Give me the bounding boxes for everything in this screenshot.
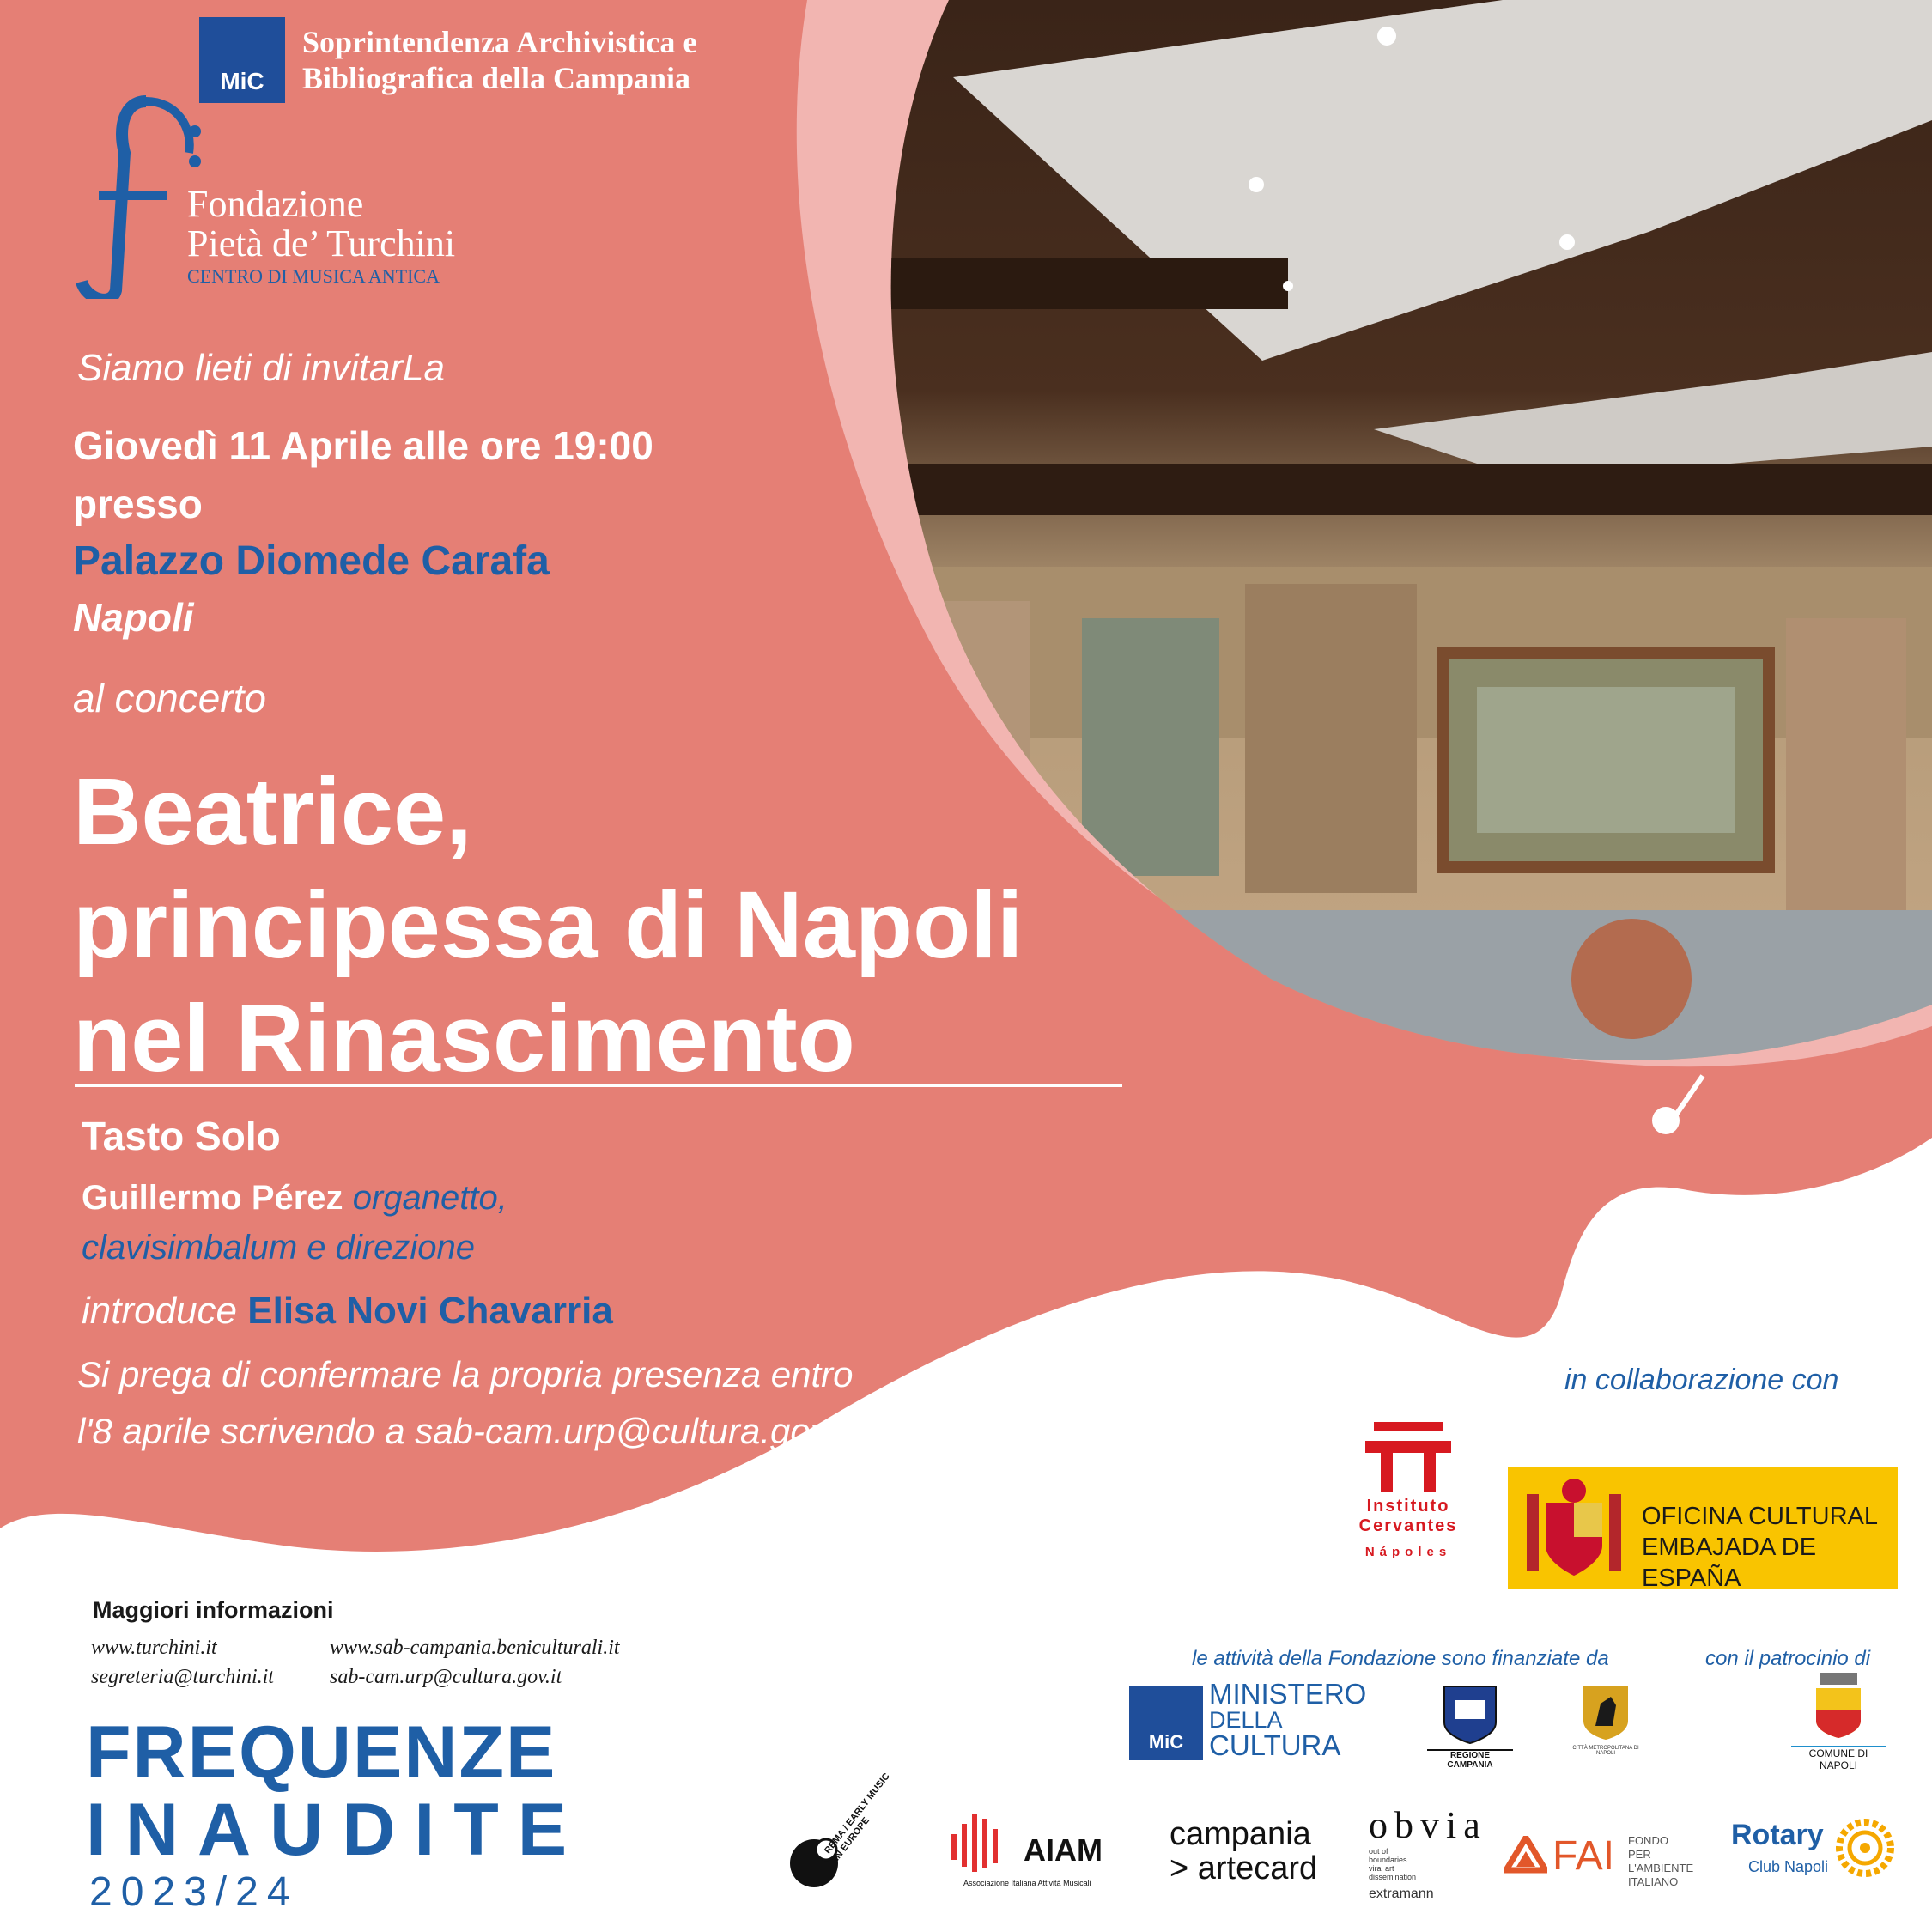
ministero-text <box>1209 1678 1367 1761</box>
fai-icon <box>1504 1836 1547 1879</box>
ministero-line2: DELLA <box>1209 1707 1283 1733</box>
soprintendenza-line2: Bibliografica della Campania <box>302 61 691 95</box>
oficina-cultural-logo <box>1508 1467 1898 1592</box>
oficina-line1: OFICINA CULTURAL <box>1642 1503 1879 1530</box>
fai-logo <box>1504 1829 1710 1889</box>
invite-presso: presso <box>73 482 203 526</box>
info-email2[interactable]: sab-cam.urp@cultura.gov.it <box>330 1666 562 1688</box>
campania-line1: campania <box>1170 1816 1311 1852</box>
obvia-sublabel: out of boundaries viral art dissemination <box>1369 1847 1417 1881</box>
rotary-logo <box>1731 1819 1894 1887</box>
financed-label: le attività della Fondazione sono finanziate da <box>1192 1647 1609 1670</box>
title-line2: principessa di Napoli <box>73 872 1024 978</box>
info-email1[interactable]: segreteria@turchini.it <box>91 1666 274 1688</box>
title-line3: nel Rinascimento <box>73 986 855 1091</box>
concert-title <box>73 756 1023 1096</box>
fai-sub2: PER L'AMBIENTE <box>1628 1848 1694 1874</box>
comune-label: COMUNE DI NAPOLI <box>1791 1746 1886 1771</box>
cervantes-line1: Instituto <box>1366 1497 1450 1516</box>
venue-city: Napoli <box>73 595 194 640</box>
regione-shield-icon <box>1443 1685 1498 1745</box>
fai-label: FAI <box>1552 1833 1615 1879</box>
citta-label: CITTÀ METROPOLITANA DI NAPOLI <box>1572 1746 1639 1756</box>
ministero-line3: CULTURA <box>1209 1729 1341 1761</box>
fondazione-name <box>187 185 455 289</box>
citta-metropolitana-logo <box>1571 1685 1640 1756</box>
fai-sub1: FONDO <box>1628 1834 1668 1847</box>
regione-label: REGIONE CAMPANIA <box>1427 1749 1513 1770</box>
fondazione-line2: Pietà de’ Turchini <box>187 222 456 264</box>
performer-name: Guillermo Pérez <box>82 1179 343 1217</box>
cervantes-logo <box>1348 1422 1468 1559</box>
introducer-name: Elisa Novi Chavarria <box>247 1290 613 1332</box>
rotary-sublabel: Club Napoli <box>1748 1858 1829 1875</box>
obvia-logo <box>1369 1803 1487 1915</box>
introduce-label: introduce <box>82 1290 238 1332</box>
oficina-line2: EMBAJADA DE ESPAÑA <box>1642 1534 1817 1592</box>
aiam-logo <box>950 1808 1113 1894</box>
cervantes-icon <box>1365 1422 1451 1492</box>
ministero-line1: MINISTERO <box>1209 1678 1367 1710</box>
citta-shield-icon <box>1582 1685 1630 1741</box>
obvia-label: obvia <box>1369 1804 1487 1846</box>
aiam-bars-icon <box>950 1808 1036 1872</box>
festival-line2: INAUDITE <box>86 1789 586 1871</box>
rema-label: REMA / EARLY MUSIC IN EUROPE <box>823 1771 892 1863</box>
ministero-badge <box>1129 1686 1203 1760</box>
venue-name: Palazzo Diomede Carafa <box>73 538 550 584</box>
patronage-label: con il patrocinio di <box>1705 1647 1871 1670</box>
comune-shield-icon <box>1813 1673 1864 1740</box>
mic-badge-text: MiC <box>220 68 264 94</box>
collab-label: in collaborazione con <box>1564 1364 1839 1396</box>
rotary-wheel-icon <box>1836 1819 1894 1877</box>
extramann-label: extramann <box>1369 1886 1434 1901</box>
al-concerto: al concerto <box>73 676 267 720</box>
info-web1[interactable]: www.turchini.it <box>91 1637 217 1659</box>
introduce-line <box>82 1290 613 1333</box>
ensemble-name: Tasto Solo <box>82 1114 281 1158</box>
fai-sub3: ITALIANO <box>1628 1875 1679 1888</box>
oficina-text <box>1642 1501 1898 1594</box>
info-web2[interactable]: www.sab-campania.beniculturali.it <box>330 1637 620 1659</box>
mic-logo <box>199 17 285 103</box>
fai-sublabel <box>1628 1834 1710 1889</box>
rotary-label: Rotary <box>1731 1819 1824 1851</box>
spain-coat-of-arms-icon <box>1527 1477 1621 1578</box>
rsvp-line1: Si prega di confermare la propria presenza entro <box>77 1354 854 1394</box>
performer-line <box>82 1173 507 1273</box>
campania-artecard-logo <box>1170 1817 1317 1886</box>
cervantes-line3: Nápoles <box>1364 1545 1452 1559</box>
fondazione-line1: Fondazione <box>187 183 364 225</box>
info-heading: Maggiori informazioni <box>93 1597 334 1623</box>
invite-intro: Siamo lieti di invitarLa <box>77 347 445 389</box>
festival-season: 2023/24 <box>89 1869 299 1915</box>
invite-date: Giovedì 11 Aprile alle ore 19:00 <box>73 423 653 468</box>
performer-role-1: organetto, <box>352 1179 507 1217</box>
soprintendenza-name <box>302 24 696 96</box>
cervantes-line2: Cervantes <box>1358 1516 1458 1535</box>
aiam-label: AIAM <box>1024 1832 1103 1868</box>
campania-line2: > artecard <box>1170 1850 1318 1886</box>
rema-logo <box>788 1771 900 1898</box>
soprintendenza-line1: Soprintendenza Archivistica e <box>302 25 697 59</box>
regione-campania-logo <box>1427 1685 1513 1770</box>
aiam-sublabel: Associazione Italiana Attività Musicali <box>963 1879 1091 1887</box>
fondazione-line3: CENTRO DI MUSICA ANTICA <box>187 265 440 287</box>
rsvp-line2: l'8 aprile scrivendo a sab-cam.urp@cultura.gov.it <box>77 1411 854 1451</box>
festival-line1: FREQUENZE <box>86 1711 557 1794</box>
performer-role-2: clavisimbalum e direzione <box>82 1229 475 1267</box>
comune-napoli-logo <box>1791 1673 1886 1771</box>
title-line1: Beatrice, <box>73 759 472 865</box>
ministero-badge-text: MiC <box>1148 1731 1184 1753</box>
rsvp-note <box>77 1346 854 1460</box>
